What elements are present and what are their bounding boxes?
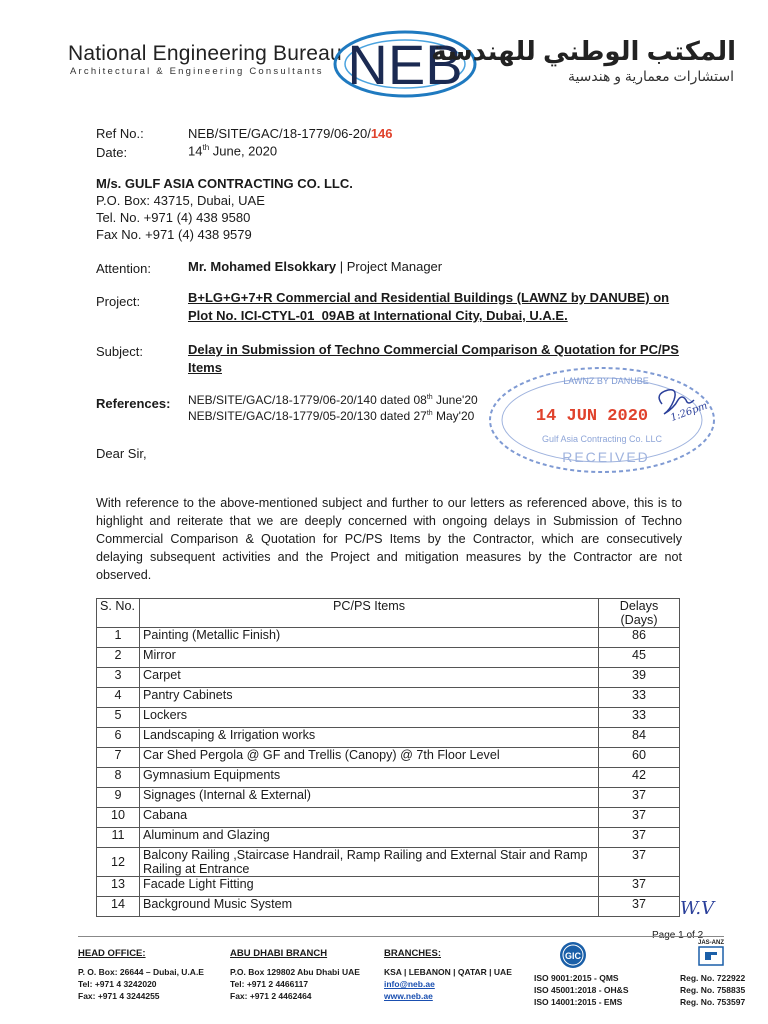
project-label: Project: xyxy=(96,294,141,309)
row-delay: 84 xyxy=(599,728,680,748)
table-row xyxy=(97,897,680,917)
row-delay: 37 xyxy=(599,808,680,828)
row-delay: 37 xyxy=(599,877,680,897)
jas-anz-logo-icon xyxy=(698,946,724,966)
row-serial: 1 xyxy=(97,628,140,648)
footer-head-office-fax: Fax: +971 4 3244255 xyxy=(78,991,160,1001)
row-delay: 60 xyxy=(599,748,680,768)
footer-reg-1: Reg. No. 722922 xyxy=(680,973,746,983)
row-delay: 37 xyxy=(599,897,680,917)
table-row xyxy=(97,748,680,768)
row-delay: 42 xyxy=(599,768,680,788)
footer-branches-title: BRANCHES: xyxy=(384,948,441,959)
reference-1: NEB/SITE/GAC/18-1779/06-20/140 dated 08th June'20 xyxy=(188,393,478,407)
row-serial: 10 xyxy=(97,808,140,828)
attention-label: Attention: xyxy=(96,261,151,276)
table-row xyxy=(97,808,680,828)
stamp-top-text: LAWNZ BY DANUBE xyxy=(563,376,649,386)
row-item: Car Shed Pergola @ GF and Trellis (Canopy) @ 7th Floor Level xyxy=(140,748,599,768)
row-delay: 37 xyxy=(599,848,680,877)
table-row xyxy=(97,728,680,748)
footer-abu-dhabi-address: P.O. Box 129802 Abu Dhabi UAE xyxy=(230,967,360,977)
recipient-name: M/s. GULF ASIA CONTRACTING CO. LLC. xyxy=(96,176,353,191)
company-name-en: National Engineering Bureau xyxy=(68,42,342,65)
row-item: Cabana xyxy=(140,808,599,828)
subject-line-1: Delay in Submission of Techno Commercial Comparison & Quotation for PC/PS xyxy=(188,342,679,357)
salutation: Dear Sir, xyxy=(96,446,147,461)
row-delay: 37 xyxy=(599,828,680,848)
row-delay: 37 xyxy=(599,788,680,808)
jas-anz-label: JAS-ANZ xyxy=(698,940,725,946)
footer-head-office-address: P. O. Box: 26644 – Dubai, U.A.E xyxy=(78,967,204,977)
footer-branches-list: KSA | LEBANON | QATAR | UAE xyxy=(384,967,512,977)
row-item: Painting (Metallic Finish) xyxy=(140,628,599,648)
footer-iso-14001: ISO 14001:2015 - EMS xyxy=(534,997,623,1007)
table-row xyxy=(97,848,680,877)
row-serial: 2 xyxy=(97,648,140,668)
recipient-fax: Fax No. +971 (4) 438 9579 xyxy=(96,227,252,242)
row-serial: 5 xyxy=(97,708,140,728)
table-header-row xyxy=(97,599,680,628)
footer-abu-dhabi-title: ABU DHABI BRANCH xyxy=(230,948,328,959)
row-delay: 86 xyxy=(599,628,680,648)
attention-value: Mr. Mohamed Elsokkary | Project Manager xyxy=(188,259,443,274)
row-item: Lockers xyxy=(140,708,599,728)
header-delays: Delays (Days) xyxy=(599,599,680,628)
row-item: Mirror xyxy=(140,648,599,668)
project-line-1: B+LG+G+7+R Commercial and Residential Buildings (LAWNZ by DANUBE) on xyxy=(188,290,670,305)
footer-abu-dhabi-tel: Tel: +971 2 4466117 xyxy=(230,979,309,989)
footer-website-link[interactable]: www.neb.ae xyxy=(384,991,433,1001)
table-row xyxy=(97,668,680,688)
footer-abu-dhabi-fax: Fax: +971 2 4462464 xyxy=(230,991,312,1001)
row-delay: 33 xyxy=(599,708,680,728)
table-row xyxy=(97,708,680,728)
ref-number: 146 xyxy=(370,126,393,141)
table-row xyxy=(97,648,680,668)
row-serial: 13 xyxy=(97,877,140,897)
stamp-received: RECEIVED xyxy=(562,449,650,465)
company-tagline-ar: استشارات معمارية و هندسية xyxy=(567,68,734,84)
row-serial: 4 xyxy=(97,688,140,708)
row-item: Landscaping & Irrigation works xyxy=(140,728,599,748)
row-serial: 6 xyxy=(97,728,140,748)
stamp-time: 1:26pm xyxy=(669,400,710,424)
row-item: Carpet xyxy=(140,668,599,688)
row-delay: 33 xyxy=(599,688,680,708)
date-label: Date: xyxy=(96,145,128,160)
table-row xyxy=(97,768,680,788)
header-serial-no: S. No. xyxy=(97,599,140,628)
row-serial: 9 xyxy=(97,788,140,808)
footer-divider xyxy=(78,936,724,937)
recipient-tel: Tel. No. +971 (4) 438 9580 xyxy=(96,210,251,225)
row-serial: 12 xyxy=(97,848,140,877)
footer-email-link[interactable]: info@neb.ae xyxy=(384,979,435,989)
row-serial: 8 xyxy=(97,768,140,788)
gic-logo-icon xyxy=(556,940,590,970)
row-item: Gymnasium Equipments xyxy=(140,768,599,788)
handwritten-initials: W.V xyxy=(680,898,715,919)
received-stamp xyxy=(486,364,718,476)
ref-value: NEB/SITE/GAC/18-1779/06-20/146 xyxy=(188,126,393,141)
footer-reg-2: Reg. No. 758835 xyxy=(680,985,746,995)
table-row xyxy=(97,877,680,897)
row-item: Aluminum and Glazing xyxy=(140,828,599,848)
table-row xyxy=(97,628,680,648)
footer-iso-9001: ISO 9001:2015 - QMS xyxy=(534,973,619,983)
footer-head-office-title: HEAD OFFICE: xyxy=(78,948,146,959)
footer-iso-45001: ISO 45001:2018 - OH&S xyxy=(534,985,629,995)
subject-label: Subject: xyxy=(96,344,143,359)
stamp-date: 14 JUN 2020 xyxy=(535,407,649,426)
row-serial: 11 xyxy=(97,828,140,848)
table-row xyxy=(97,788,680,808)
pcps-items-table xyxy=(96,598,680,917)
logo-text: NEB xyxy=(347,33,463,96)
row-delay: 39 xyxy=(599,668,680,688)
reference-2: NEB/SITE/GAC/18-1779/05-20/130 dated 27th May'20 xyxy=(188,409,475,423)
row-serial: 14 xyxy=(97,897,140,917)
ref-label: Ref No.: xyxy=(96,126,144,141)
row-item: Background Music System xyxy=(140,897,599,917)
row-item: Pantry Cabinets xyxy=(140,688,599,708)
header-items: PC/PS Items xyxy=(140,599,599,628)
table-row xyxy=(97,828,680,848)
recipient-po-box: P.O. Box: 43715, Dubai, UAE xyxy=(96,193,265,208)
table-row xyxy=(97,688,680,708)
row-item: Signages (Internal & External) xyxy=(140,788,599,808)
project-line-2: Plot No. ICI-CTYL-01_09AB at International City, Dubai, U.A.E. xyxy=(188,308,568,323)
subject-line-2: Items xyxy=(188,360,222,375)
footer-head-office-tel: Tel: +971 4 3242020 xyxy=(78,979,157,989)
row-serial: 7 xyxy=(97,748,140,768)
footer-reg-3: Reg. No. 753597 xyxy=(680,997,746,1007)
row-delay: 45 xyxy=(599,648,680,668)
body-paragraph: With reference to the above-mentioned subject and further to our letters as referenced above, this is to highlight and reiterate that we are deeply concerned with ongoing delays in Submission of Techno Commercial Comparison & Quotation for PC/PS Items by the Contractor, which are consecutively delaying subsequent activities and the Project and mitigation measures by the Contractor are not observed. xyxy=(96,496,682,582)
row-serial: 3 xyxy=(97,668,140,688)
stamp-company: Gulf Asia Contracting Co. LLC xyxy=(541,434,663,444)
gic-logo-text: GIC xyxy=(564,951,582,961)
company-tagline-en: Architectural & Engineering Consultants xyxy=(70,66,324,77)
references-label: References: xyxy=(96,396,171,411)
row-item: Facade Light Fitting xyxy=(140,877,599,897)
date-value: 14th June, 2020 xyxy=(188,143,278,159)
row-item: Balcony Railing ,Staircase Handrail, Ramp Railing and External Stair and Ramp Railing at Entrance xyxy=(140,848,599,877)
company-name-ar: المكتب الوطني للهندسة xyxy=(431,36,736,66)
